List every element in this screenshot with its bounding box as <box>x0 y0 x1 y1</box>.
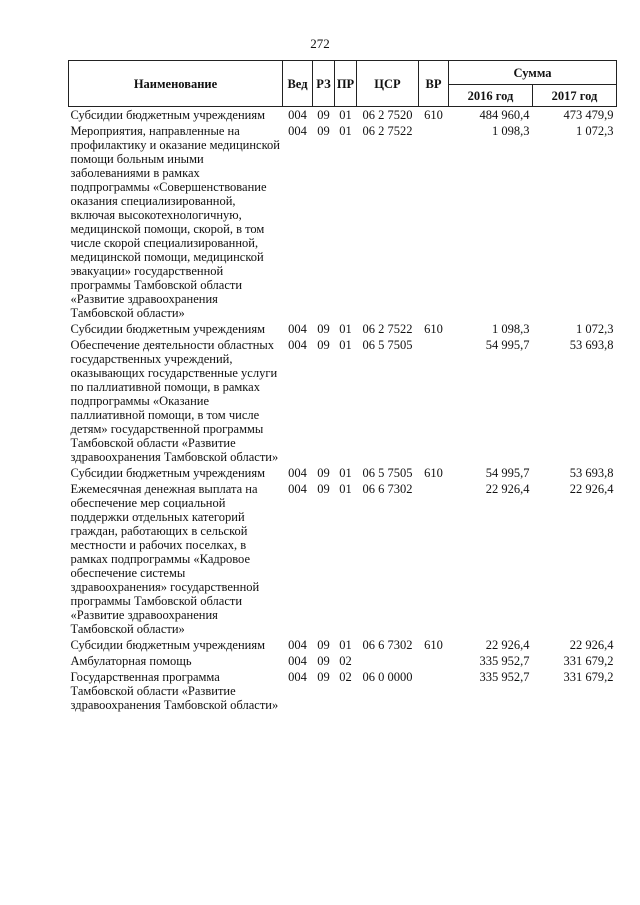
header-pr: ПР <box>335 61 357 107</box>
row-vr <box>419 481 449 637</box>
row-vr <box>419 653 449 669</box>
row-csr: 06 6 7302 <box>362 638 413 652</box>
row-vr <box>419 669 449 713</box>
row-ved: 004 <box>288 670 307 684</box>
table-row <box>69 465 617 481</box>
row-name: Мероприятия, направленные на профилактику и оказание медицинской помощи больным иными заболеваниями в рамках подпрограммы «Совершенствование оказания специализированной, включая высокотехнологичную, медицинской помощи, скорой, в том числе скорой специализированной, медицинской помощи, медицинской эвакуации» государственной программы Тамбовской области «Развитие здравоохранения Тамбовской области» <box>70 124 280 320</box>
row-name: Обеспечение деятельности областных государственных учреждений, оказывающих государственные услуги по паллиативной помощи, в рамках подпрограммы «Оказание паллиативной помощи, в том числе детям» государственной программы Тамбовской области «Развитие здравоохранения Тамбовской области» <box>70 338 279 464</box>
row-ved: 004 <box>288 124 307 138</box>
row-csr: 06 2 7520 <box>362 108 413 122</box>
row-sum-2016: 22 926,4 <box>485 638 530 652</box>
header-ved: Вед <box>283 61 313 107</box>
row-sum-2017: 331 679,2 <box>563 654 614 668</box>
table-row <box>69 669 617 713</box>
row-csr: 06 2 7522 <box>362 322 413 336</box>
table-row <box>69 337 617 465</box>
row-pr: 01 <box>339 466 352 480</box>
row-vr: 610 <box>424 322 443 336</box>
row-sum-2017: 22 926,4 <box>569 482 614 496</box>
table-row <box>69 653 617 669</box>
row-csr: 06 2 7522 <box>362 124 413 138</box>
row-ved: 004 <box>288 322 307 336</box>
row-sum-2016: 54 995,7 <box>485 338 530 352</box>
row-vr: 610 <box>424 638 443 652</box>
row-sum-2016: 484 960,4 <box>479 108 530 122</box>
header-sum: Сумма <box>449 61 617 85</box>
row-name: Государственная программа Тамбовской области «Развитие здравоохранения Тамбовской области» <box>70 670 279 712</box>
row-vr <box>419 123 449 321</box>
row-csr: 06 5 7505 <box>362 466 413 480</box>
row-name: Амбулаторная помощь <box>70 654 192 668</box>
row-sum-2016: 335 952,7 <box>479 670 530 684</box>
row-csr: 06 6 7302 <box>362 482 413 496</box>
row-name: Субсидии бюджетным учреждениям <box>70 108 266 122</box>
header-rz: РЗ <box>313 61 335 107</box>
row-rz: 09 <box>317 108 330 122</box>
row-sum-2016: 335 952,7 <box>479 654 530 668</box>
row-rz: 09 <box>317 322 330 336</box>
row-rz: 09 <box>317 654 330 668</box>
row-sum-2017: 1 072,3 <box>576 124 614 138</box>
row-sum-2016: 54 995,7 <box>485 466 530 480</box>
row-rz: 09 <box>317 482 330 496</box>
row-vr: 610 <box>424 108 443 122</box>
row-ved: 004 <box>288 466 307 480</box>
row-sum-2017: 331 679,2 <box>563 670 614 684</box>
table-header <box>69 61 617 107</box>
row-rz: 09 <box>317 338 330 352</box>
header-vr: ВР <box>419 61 449 107</box>
row-csr: 06 0 0000 <box>362 670 413 684</box>
row-sum-2016: 22 926,4 <box>485 482 530 496</box>
header-year-2017: 2017 год <box>533 85 617 107</box>
row-rz: 09 <box>317 124 330 138</box>
row-pr: 01 <box>339 322 352 336</box>
row-sum-2017: 53 693,8 <box>569 466 614 480</box>
row-name: Субсидии бюджетным учреждениям <box>70 322 266 336</box>
row-name: Субсидии бюджетным учреждениям <box>70 466 266 480</box>
row-pr: 01 <box>339 482 352 496</box>
row-pr: 02 <box>339 670 352 684</box>
row-pr: 01 <box>339 124 352 138</box>
header-csr: ЦСР <box>357 61 419 107</box>
row-pr: 01 <box>339 108 352 122</box>
row-sum-2016: 1 098,3 <box>492 322 530 336</box>
table-row <box>69 321 617 337</box>
row-csr <box>357 653 419 669</box>
row-sum-2017: 53 693,8 <box>569 338 614 352</box>
page-number: 272 <box>310 36 330 51</box>
row-csr: 06 5 7505 <box>362 338 413 352</box>
row-ved: 004 <box>288 482 307 496</box>
budget-table <box>68 60 617 713</box>
row-ved: 004 <box>288 654 307 668</box>
row-ved: 004 <box>288 108 307 122</box>
row-name: Субсидии бюджетным учреждениям <box>70 638 266 652</box>
row-ved: 004 <box>288 338 307 352</box>
row-rz: 09 <box>317 466 330 480</box>
row-name: Ежемесячная денежная выплата на обеспечение мер социальной поддержки отдельных категорий граждан, работающих в сельской местности и рабочих поселках, в рамках подпрограммы «Кадровое обеспечение системы здравоохранения» государственной программы Тамбовской области «Развитие здравоохранения Тамбовской области» <box>70 482 260 636</box>
row-sum-2017: 22 926,4 <box>569 638 614 652</box>
row-sum-2017: 1 072,3 <box>576 322 614 336</box>
table-row <box>69 107 617 124</box>
table-row <box>69 637 617 653</box>
row-pr: 02 <box>339 654 352 668</box>
row-ved: 004 <box>288 638 307 652</box>
row-rz: 09 <box>317 638 330 652</box>
header-year-2016: 2016 год <box>449 85 533 107</box>
table-row <box>69 123 617 321</box>
row-sum-2016: 1 098,3 <box>492 124 530 138</box>
row-sum-2017: 473 479,9 <box>563 108 614 122</box>
row-rz: 09 <box>317 670 330 684</box>
header-name: Наименование <box>69 61 283 107</box>
row-vr <box>419 337 449 465</box>
table-row <box>69 481 617 637</box>
table-body <box>69 107 617 714</box>
row-pr: 01 <box>339 638 352 652</box>
row-pr: 01 <box>339 338 352 352</box>
row-vr: 610 <box>424 466 443 480</box>
